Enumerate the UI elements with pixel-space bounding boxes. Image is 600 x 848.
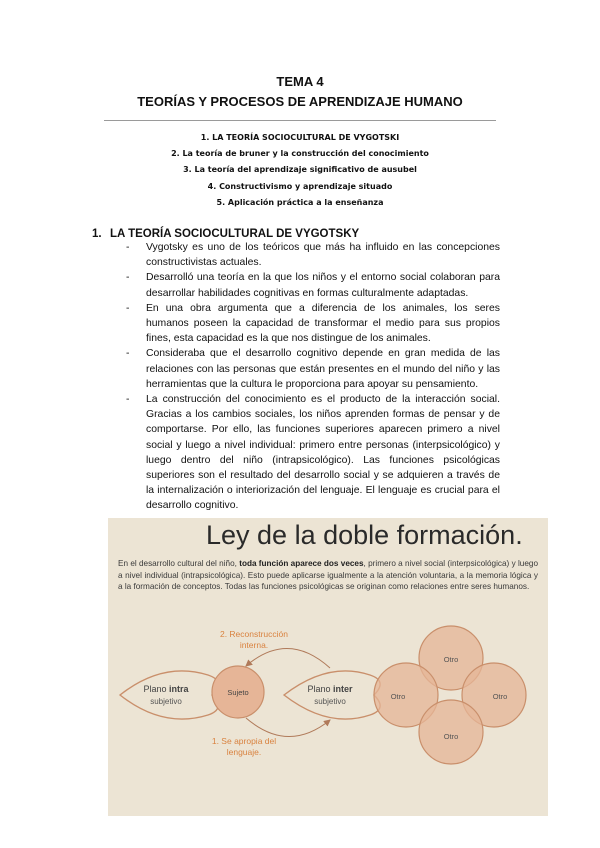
bullet-item — [126, 270, 500, 300]
bullet-item — [126, 301, 500, 347]
step-apropia-line2: lenguaje. — [226, 747, 262, 757]
plano-intra-sublabel: subjetivo — [150, 697, 182, 706]
toc-item: 1. LA TEORÍA SOCIOCULTURAL DE VYGOTSKI — [200, 133, 400, 142]
otro-label: Otro — [390, 692, 406, 701]
section-number: 1. — [92, 228, 102, 240]
step-apropia-line1: 1. Se apropia del — [211, 736, 277, 746]
doble-formacion-diagram — [108, 518, 548, 816]
bullet-item — [126, 346, 500, 392]
plano-intra-label: Plano intra — [143, 684, 189, 694]
sujeto-label: Sujeto — [227, 688, 249, 697]
figure-title: Ley de la doble formación. — [206, 520, 523, 550]
table-of-contents — [0, 130, 600, 211]
plano-inter-label: Plano inter — [307, 684, 353, 694]
bullet-text: Desarrolló una teoría en la que los niños y el entorno social colaboran para desarrollar habilidades cognitivas en formas culturalmente adaptadas. — [146, 272, 500, 299]
plano-inter-shape — [284, 671, 380, 719]
bullet-list — [126, 240, 500, 514]
title-divider — [104, 120, 496, 121]
arrow-top — [246, 648, 330, 668]
otro-label: Otro — [443, 655, 459, 664]
bullet-dash: - — [126, 302, 130, 314]
section-heading — [92, 228, 359, 240]
plano-intra-shape — [120, 671, 218, 719]
toc-item: 5. Aplicación práctica a la enseñanza — [216, 197, 384, 207]
toc-item: 3. La teoría del aprendizaje significativo de ausubel — [183, 165, 417, 175]
bullet-dash: - — [126, 394, 130, 406]
bullet-dash: - — [126, 242, 130, 253]
doc-title-tema: TEMA 4 — [276, 74, 324, 89]
bullet-text: La construcción del conocimiento es el producto de la interacción social. Gracias a los cambios sociales, los niños aprenden formas de pensar y de comportarse. Por ello, las funciones superiores aparecen primero a nivel social y luego a nivel individual: primero entre personas (interpsicológico) y luego dentro del niño (intrapsicológico). Las funciones psicológicas superiores son el resultado del desarrollo social y se adquieren a través de la internalización o interiorización del lenguaje. El lenguaje es crucial para el desarrollo cognitivo. — [146, 394, 500, 512]
section-title: LA TEORÍA SOCIOCULTURAL DE VYGOTSKY — [110, 228, 360, 240]
bullet-text: En una obra argumenta que a diferencia de los animales, los seres humanos poseen la capacidad de transformar el medio para sus propios fines, esta capacidad es la que nos distingue de los animales. — [146, 302, 500, 345]
bullet-text: Vygotsky es uno de los teóricos que más ha influido en las concepciones constructivistas actuales. — [146, 242, 500, 269]
bullet-text: Consideraba que el desarrollo cognitivo depende en gran medida de las relaciones con las personas que están presentes en el mundo del niño y las herramientas que la cultura le proporciona para apoyar su pensamiento. — [146, 348, 500, 390]
plano-inter-sublabel: subjetivo — [314, 697, 346, 706]
bullet-item — [126, 240, 500, 270]
figure-description: En el desarrollo cultural del niño, toda función aparece dos veces, primero a nivel social (interpsicológica) y luego a nivel individual (intrapsicológica). Esto puede aplicarse igualmente a la atención voluntaria, a la memoria lógica y a la formación de conceptos. Todas las funciones psicológicas se originan como relaciones entre seres humanos. — [118, 559, 539, 592]
otro-label: Otro — [492, 692, 508, 701]
otro-label: Otro — [443, 732, 459, 741]
arrow-bottom — [246, 718, 330, 737]
toc-item: 2. La teoría de bruner y la construcción del conocimiento — [171, 149, 429, 159]
toc-item: 4. Constructivismo y aprendizaje situado — [207, 181, 393, 191]
figure-emphasis: toda función aparece dos veces — [239, 559, 364, 568]
doc-title-subject: TEORÍAS Y PROCESOS DE APRENDIZAJE HUMANO — [137, 94, 463, 109]
bullet-item — [126, 392, 500, 514]
step-reconstruccion-line2: interna. — [239, 640, 269, 650]
step-reconstruccion-line1: 2. Reconstrucción — [219, 629, 289, 639]
bullet-dash: - — [126, 348, 130, 360]
bullet-dash: - — [126, 272, 130, 284]
doble-formacion-figure — [108, 518, 548, 816]
